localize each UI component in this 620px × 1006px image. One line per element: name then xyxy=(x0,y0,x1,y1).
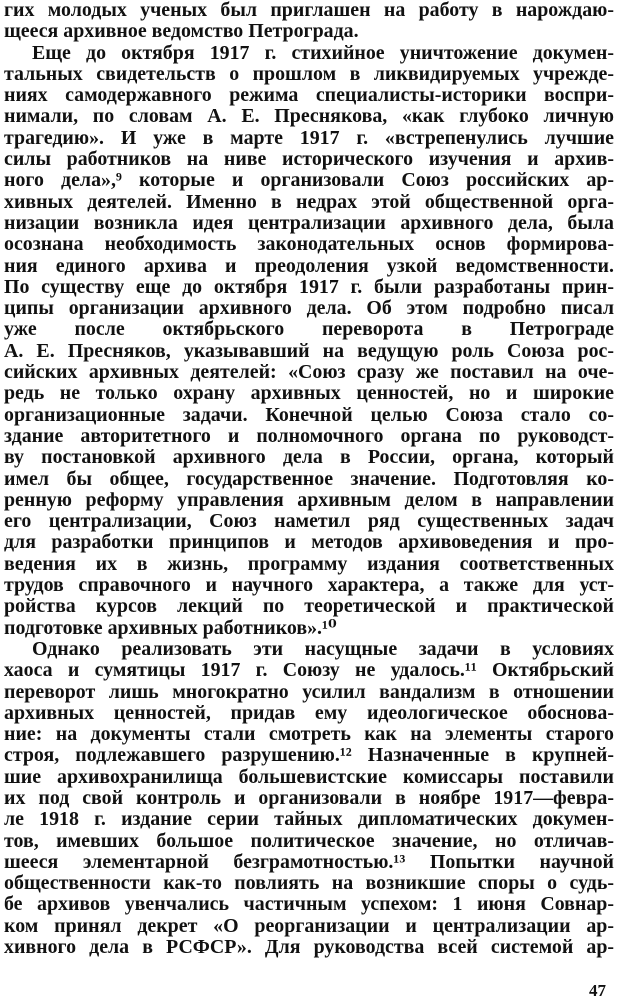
text-line: ву постановкой архивного дела в России, органа, который xyxy=(4,447,614,469)
body-text xyxy=(4,0,614,958)
text-line: По существу еще до октября 1917 г. были разработаны прин- xyxy=(4,276,614,298)
text-line: ципы организации архивного дела. Об этом подробно писал xyxy=(4,298,614,320)
document-page xyxy=(4,0,614,1006)
text-line: тальных свидетельств о прошлом в ликвидируемых учрежде- xyxy=(4,63,614,85)
text-line: общественности как-то повлиять на возникшие споры о судь- xyxy=(4,873,614,895)
text-line: низации возникла идея централизации архивного дела, была xyxy=(4,212,614,234)
text-line: его централизации, Союз наметил ряд существенных задач xyxy=(4,511,614,533)
text-line: архивных ценностей, придав ему идеологическое обоснова- xyxy=(4,702,614,724)
text-line: осознана необходимость законодательных основ формирова- xyxy=(4,234,614,256)
text-line: тов, имевших большое политическое значение, но отличав- xyxy=(4,830,614,852)
text-line: строя, подлежавшего разрушению.¹² Назначенные в крупней- xyxy=(4,745,614,767)
text-line: ле 1918 г. издание серии тайных дипломатических докумен- xyxy=(4,809,614,831)
text-line: ние: на документы стали смотреть как на элементы старого xyxy=(4,724,614,746)
text-line: ройства курсов лекций по теоретической и практической xyxy=(4,596,614,618)
text-line: щееся архивное ведомство Петрограда. xyxy=(4,21,359,43)
text-line: хаоса и сумятицы 1917 г. Союзу не удалось.¹¹ Октябрьский xyxy=(4,660,614,682)
text-line: имел бы общее, государственное значение. Подготовляя ко- xyxy=(4,468,614,490)
text-line: здание авторитетного и полномочного органа по руководст- xyxy=(4,425,614,447)
text-line: бе архивов увенчались частичным успехом: 1 июня Совнар- xyxy=(4,894,614,916)
text-line: шие архивохранилища большевистские комиссары поставили xyxy=(4,766,614,788)
text-line: нимали, по словам А. Е. Преснякова, «как глубоко личную xyxy=(4,106,614,128)
text-line: их под свой контроль и организовали в ноябре 1917—февра- xyxy=(4,787,614,809)
text-line: хивных деятелей. Именно в недрах этой общественной орга- xyxy=(4,191,614,213)
text-line: трудов справочного и научного характера, а также для уст- xyxy=(4,575,614,597)
text-line: сийских архивных деятелей: «Союз сразу же поставил на оче- xyxy=(4,362,614,384)
text-line: шееся элементарной безграмотностью.¹³ Попытки научной xyxy=(4,851,614,873)
text-line: редь не только охрану архивных ценностей, но и широкие xyxy=(4,383,614,405)
text-line: ренную реформу управления архивным делом в направлении xyxy=(4,489,614,511)
page-number: 47 xyxy=(589,981,606,1000)
text-line: ведения их в жизнь, программу издания соответственных xyxy=(4,553,614,575)
text-line: ниях самодержавного режима специалисты-историки воспри- xyxy=(4,85,614,107)
text-line: трагедию». И уже в марте 1917 г. «встрепенулись лучшие xyxy=(4,127,614,149)
text-line: хивного дела в РСФСР». Для руководства всей системой ар- xyxy=(4,937,614,959)
text-line: ния единого архива и преодоления узкой ведомственности. xyxy=(4,255,614,277)
text-line: силы работников на ниве исторического изучения и архив- xyxy=(4,149,614,171)
text-line: А. Е. Пресняков, указывавший на ведущую роль Союза рос- xyxy=(4,340,614,362)
text-line: подготовке архивных работников».¹⁰ xyxy=(4,617,337,639)
text-line: гих молодых ученых был приглашен на работу в нарождаю- xyxy=(4,0,614,21)
text-line: Однако реализовать эти насущные задачи в условиях xyxy=(32,638,614,660)
text-line: уже после октябрьского переворота в Петрограде xyxy=(4,319,614,341)
text-line: переворот лишь многократно усилил вандализм в отношении xyxy=(4,681,614,703)
text-line: ного дела»,⁹ которые и организовали Союз российских ар- xyxy=(4,170,614,192)
text-line: организационные задачи. Конечной целью Союза стало со- xyxy=(4,404,614,426)
text-line: для разработки принципов и методов архивоведения и про- xyxy=(4,532,614,554)
text-line: Еще до октября 1917 г. стихийное уничтожение докумен- xyxy=(32,42,614,64)
text-line: ком принял декрет «О реорганизации и централизации ар- xyxy=(4,915,614,937)
